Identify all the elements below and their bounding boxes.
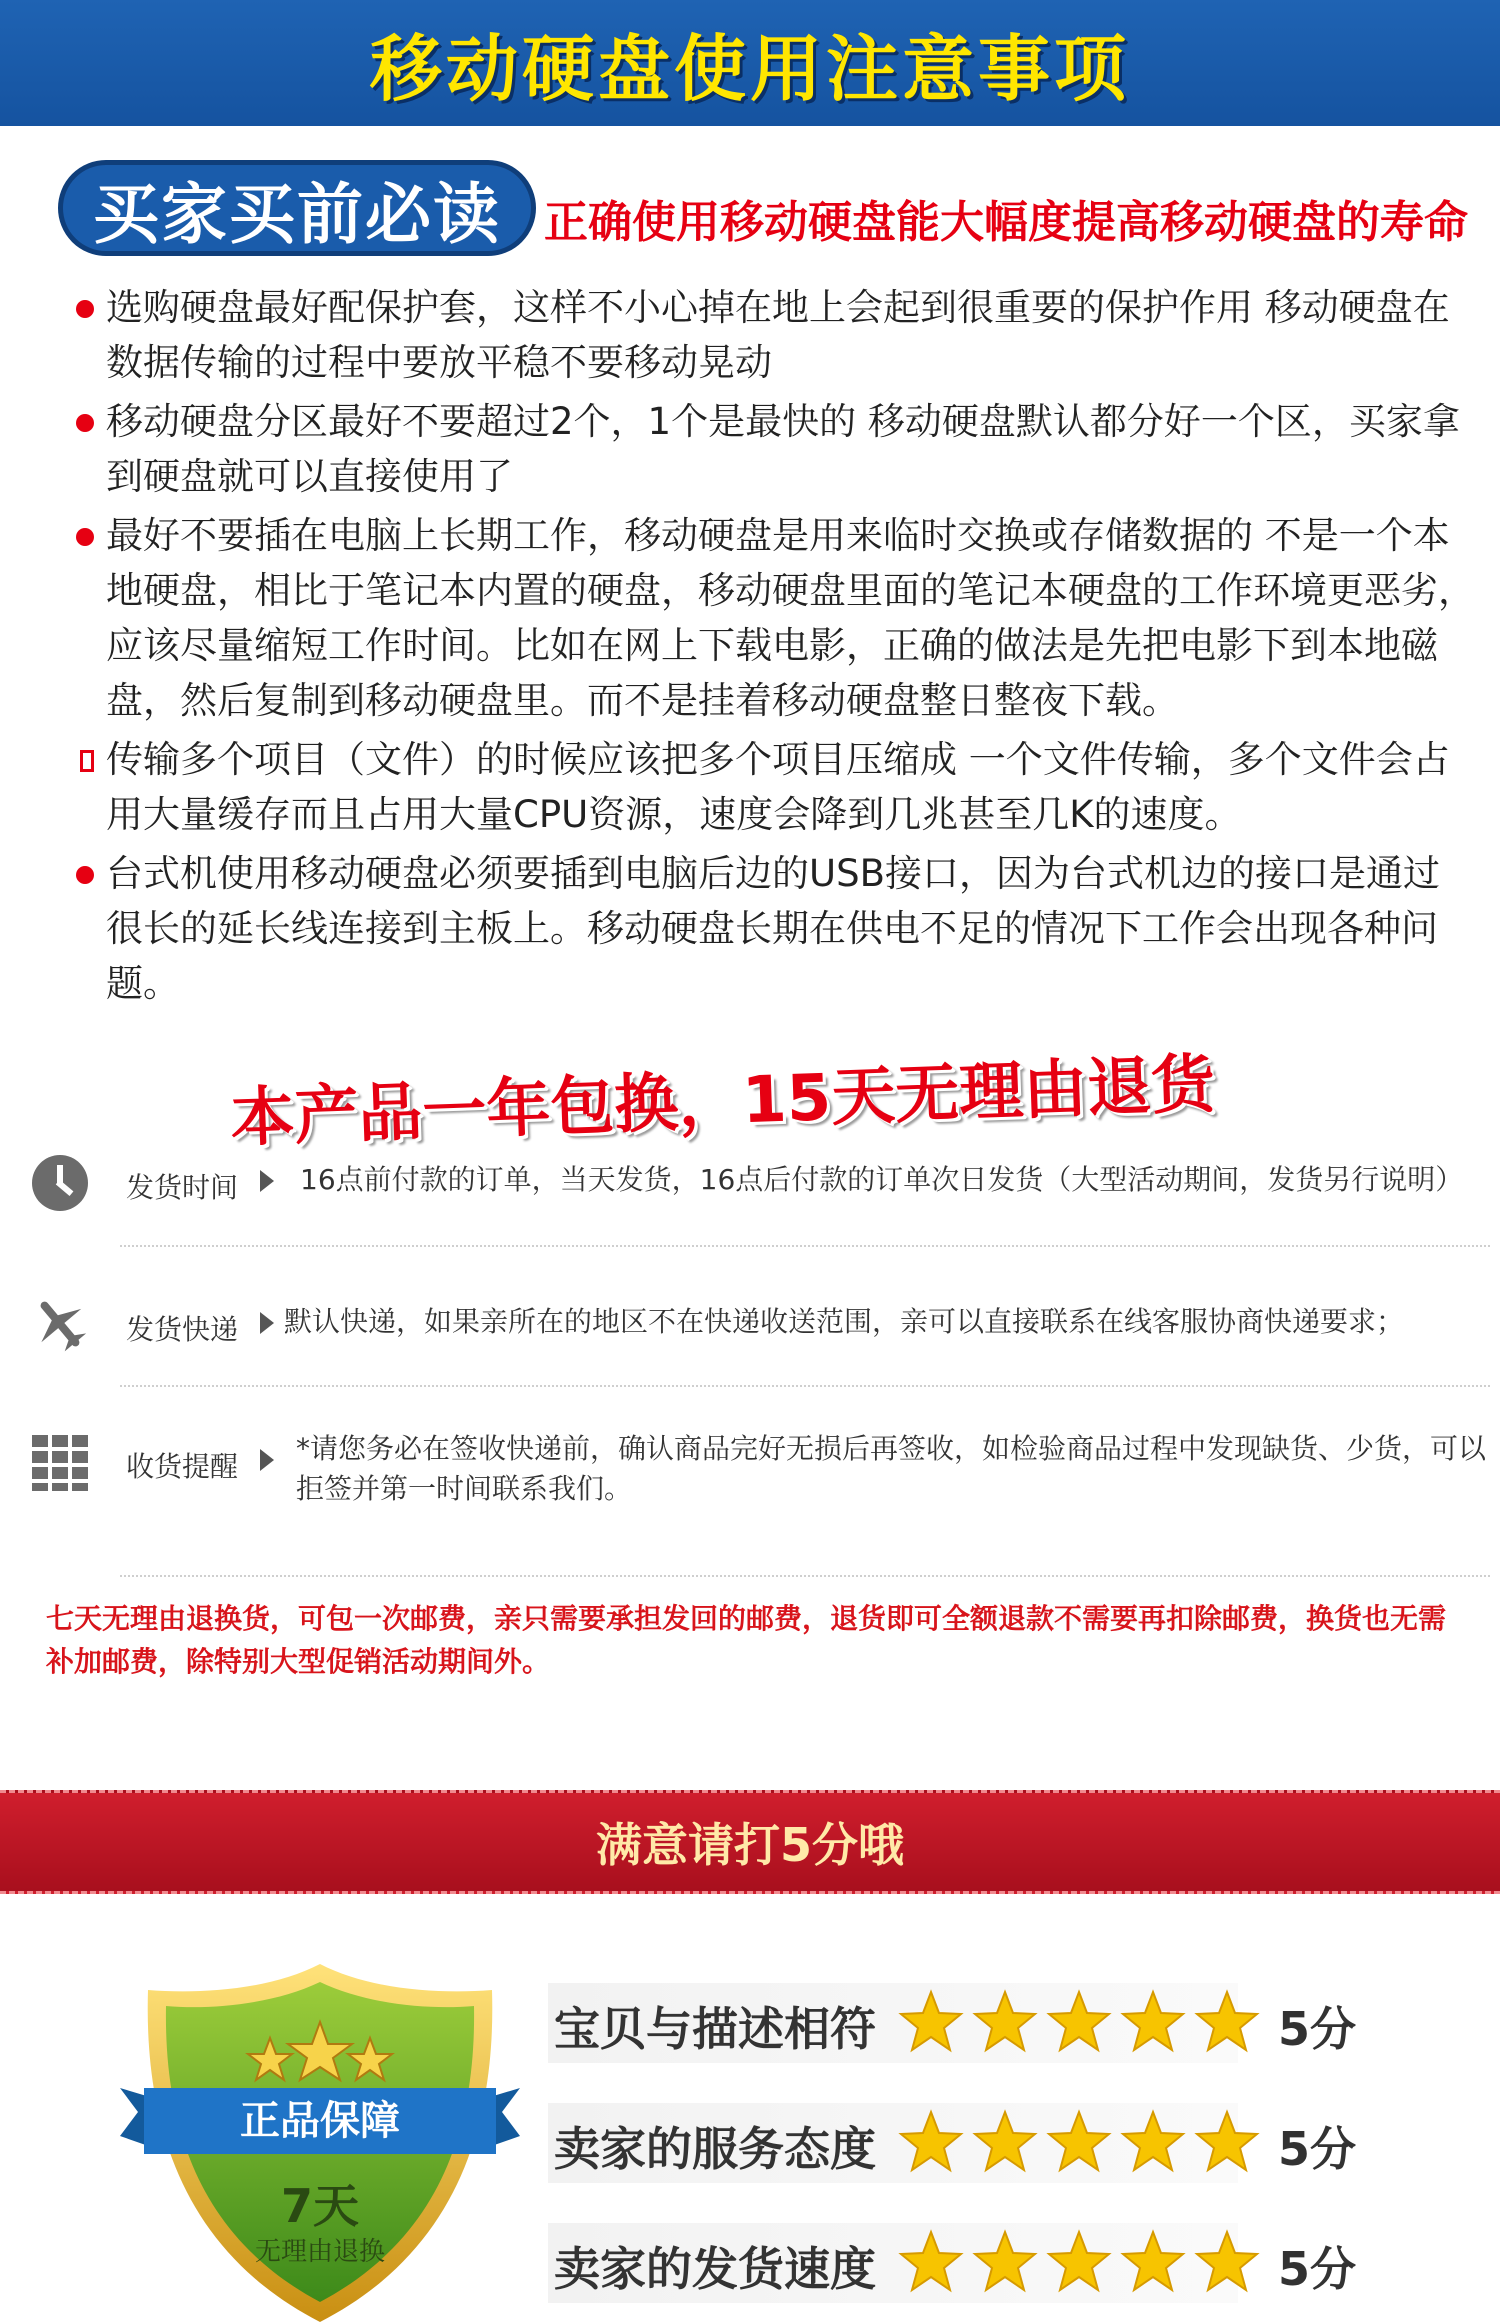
play-arrow-icon [260, 1170, 274, 1192]
badge-title: 正品保障 [240, 2098, 400, 2144]
rating-label: 宝贝与描述相符 [554, 2002, 876, 2056]
list-item [76, 394, 1476, 504]
star-icon [1194, 2229, 1260, 2295]
star-icon [1046, 1989, 1112, 2055]
note-text: 移动硬盘分区最好不要超过2个，1个是最快的 移动硬盘默认都分好一个区，买家拿到硬盘就可以直接使用了 [106, 400, 1460, 498]
star-rating [898, 1989, 1260, 2055]
divider [120, 1575, 1490, 1577]
shipping-time-text: 16点前付款的订单，当天发货，16点后付款的订单次日发货（大型活动期间，发货另行说明） [300, 1163, 1464, 1196]
must-read-badge [58, 160, 536, 256]
note-text: 选购硬盘最好配保护套，这样不小心掉在地上会起到很重要的保护作用 移动硬盘在数据传输的过程中要放平稳不要移动晃动 [106, 286, 1450, 384]
note-text: 台式机使用移动硬盘必须要插到电脑后边的USB接口，因为台式机边的接口是通过很长的延长线连接到主板上。移动硬盘长期在供电不足的情况下工作会出现各种问题。 [106, 852, 1440, 1005]
bullet-dot-icon [76, 528, 94, 546]
star-icon [1194, 2109, 1260, 2175]
list-item [76, 846, 1476, 1011]
divider [120, 1385, 1490, 1387]
star-icon [1046, 2229, 1112, 2295]
receipt-row [0, 1425, 1500, 1525]
receipt-label: 收货提醒 [126, 1450, 239, 1483]
rating-score: 5分 [1278, 2122, 1357, 2176]
receipt-text: *请您务必在签收快递前，确认商品完好无损后再签收，如检验商品过程中发现缺货、少货，可以拒签并第一时间联系我们。 [296, 1432, 1487, 1505]
star-icon [1046, 2109, 1112, 2175]
rating-banner-text: 满意请打5分哦 [595, 1818, 904, 1872]
shipping-time-row [0, 1150, 1500, 1220]
star-rating [898, 2229, 1260, 2295]
courier-label: 发货快递 [126, 1313, 239, 1346]
bullet-square-icon [80, 750, 94, 772]
star-icon [972, 1989, 1038, 2055]
header-bar [0, 0, 1500, 126]
notes-list [76, 280, 1476, 1015]
note-text: 传输多个项目（文件）的时候应该把多个项目压缩成 一个文件传输，多个文件会占用大量缓存而且占用大量CPU资源，速度会降到几兆甚至几K的速度。 [106, 738, 1450, 836]
star-icon [898, 1989, 964, 2055]
authenticity-shield-badge [120, 1960, 520, 2322]
return-policy-note: 七天无理由退换货，可包一次邮费，亲只需要承担发回的邮费，退货即可全额退款不需要再扣除邮费，换货也无需补加邮费，除特别大型促销活动期间外。 [46, 1602, 1447, 1678]
star-icon [972, 2109, 1038, 2175]
page-title: 移动硬盘使用注意事项 [369, 27, 1130, 111]
star-rating [898, 2109, 1260, 2175]
clock-icon [30, 1153, 90, 1213]
rating-row-shipping-speed [548, 2223, 1468, 2303]
star-icon [898, 2229, 964, 2295]
star-icon [898, 2109, 964, 2175]
bullet-dot-icon [76, 300, 94, 318]
star-icon [1120, 2229, 1186, 2295]
bullet-dot-icon [76, 866, 94, 884]
play-arrow-icon [260, 1312, 274, 1334]
badge-subtitle: 无理由退换 [254, 2237, 386, 2267]
rating-score: 5分 [1278, 2242, 1357, 2296]
must-read-label: 买家买前必读 [93, 175, 501, 253]
bullet-dot-icon [76, 414, 94, 432]
rating-banner [0, 1790, 1500, 1894]
star-icon [1120, 1989, 1186, 2055]
promise-slogan: 本产品一年包换，15天无理由退货 [229, 1047, 1217, 1157]
airplane-icon [30, 1294, 90, 1354]
list-item [76, 732, 1476, 842]
rating-label: 卖家的发货速度 [554, 2242, 876, 2296]
rating-row-description [548, 1983, 1468, 2063]
grid-icon [30, 1433, 90, 1493]
must-read-tagline: 正确使用移动硬盘能大幅度提高移动硬盘的寿命 [544, 197, 1468, 248]
rating-row-service [548, 2103, 1468, 2183]
play-arrow-icon [260, 1449, 274, 1471]
courier-row [0, 1288, 1500, 1368]
badge-days: 7天 [280, 2179, 360, 2233]
list-item [76, 280, 1476, 390]
shipping-time-label: 发货时间 [126, 1171, 239, 1204]
list-item [76, 508, 1476, 728]
star-icon [972, 2229, 1038, 2295]
star-icon [1194, 1989, 1260, 2055]
courier-text: 默认快递，如果亲所在的地区不在快递收送范围，亲可以直接联系在线客服协商快递要求； [284, 1305, 1405, 1338]
star-icon [1120, 2109, 1186, 2175]
note-text: 最好不要插在电脑上长期工作，移动硬盘是用来临时交换或存储数据的 不是一个本地硬盘，相比于笔记本内置的硬盘，移动硬盘里面的笔记本硬盘的工作环境更恶劣，应该尽量缩短工作时间。比如在网上下载电影，正确的做法是先把电影下到本地磁盘，然后复制到移动硬盘里。而不是挂着移动硬盘整日整夜下载。 [106, 514, 1475, 722]
rating-score: 5分 [1278, 2002, 1357, 2056]
divider [120, 1245, 1490, 1247]
rating-label: 卖家的服务态度 [554, 2122, 876, 2176]
